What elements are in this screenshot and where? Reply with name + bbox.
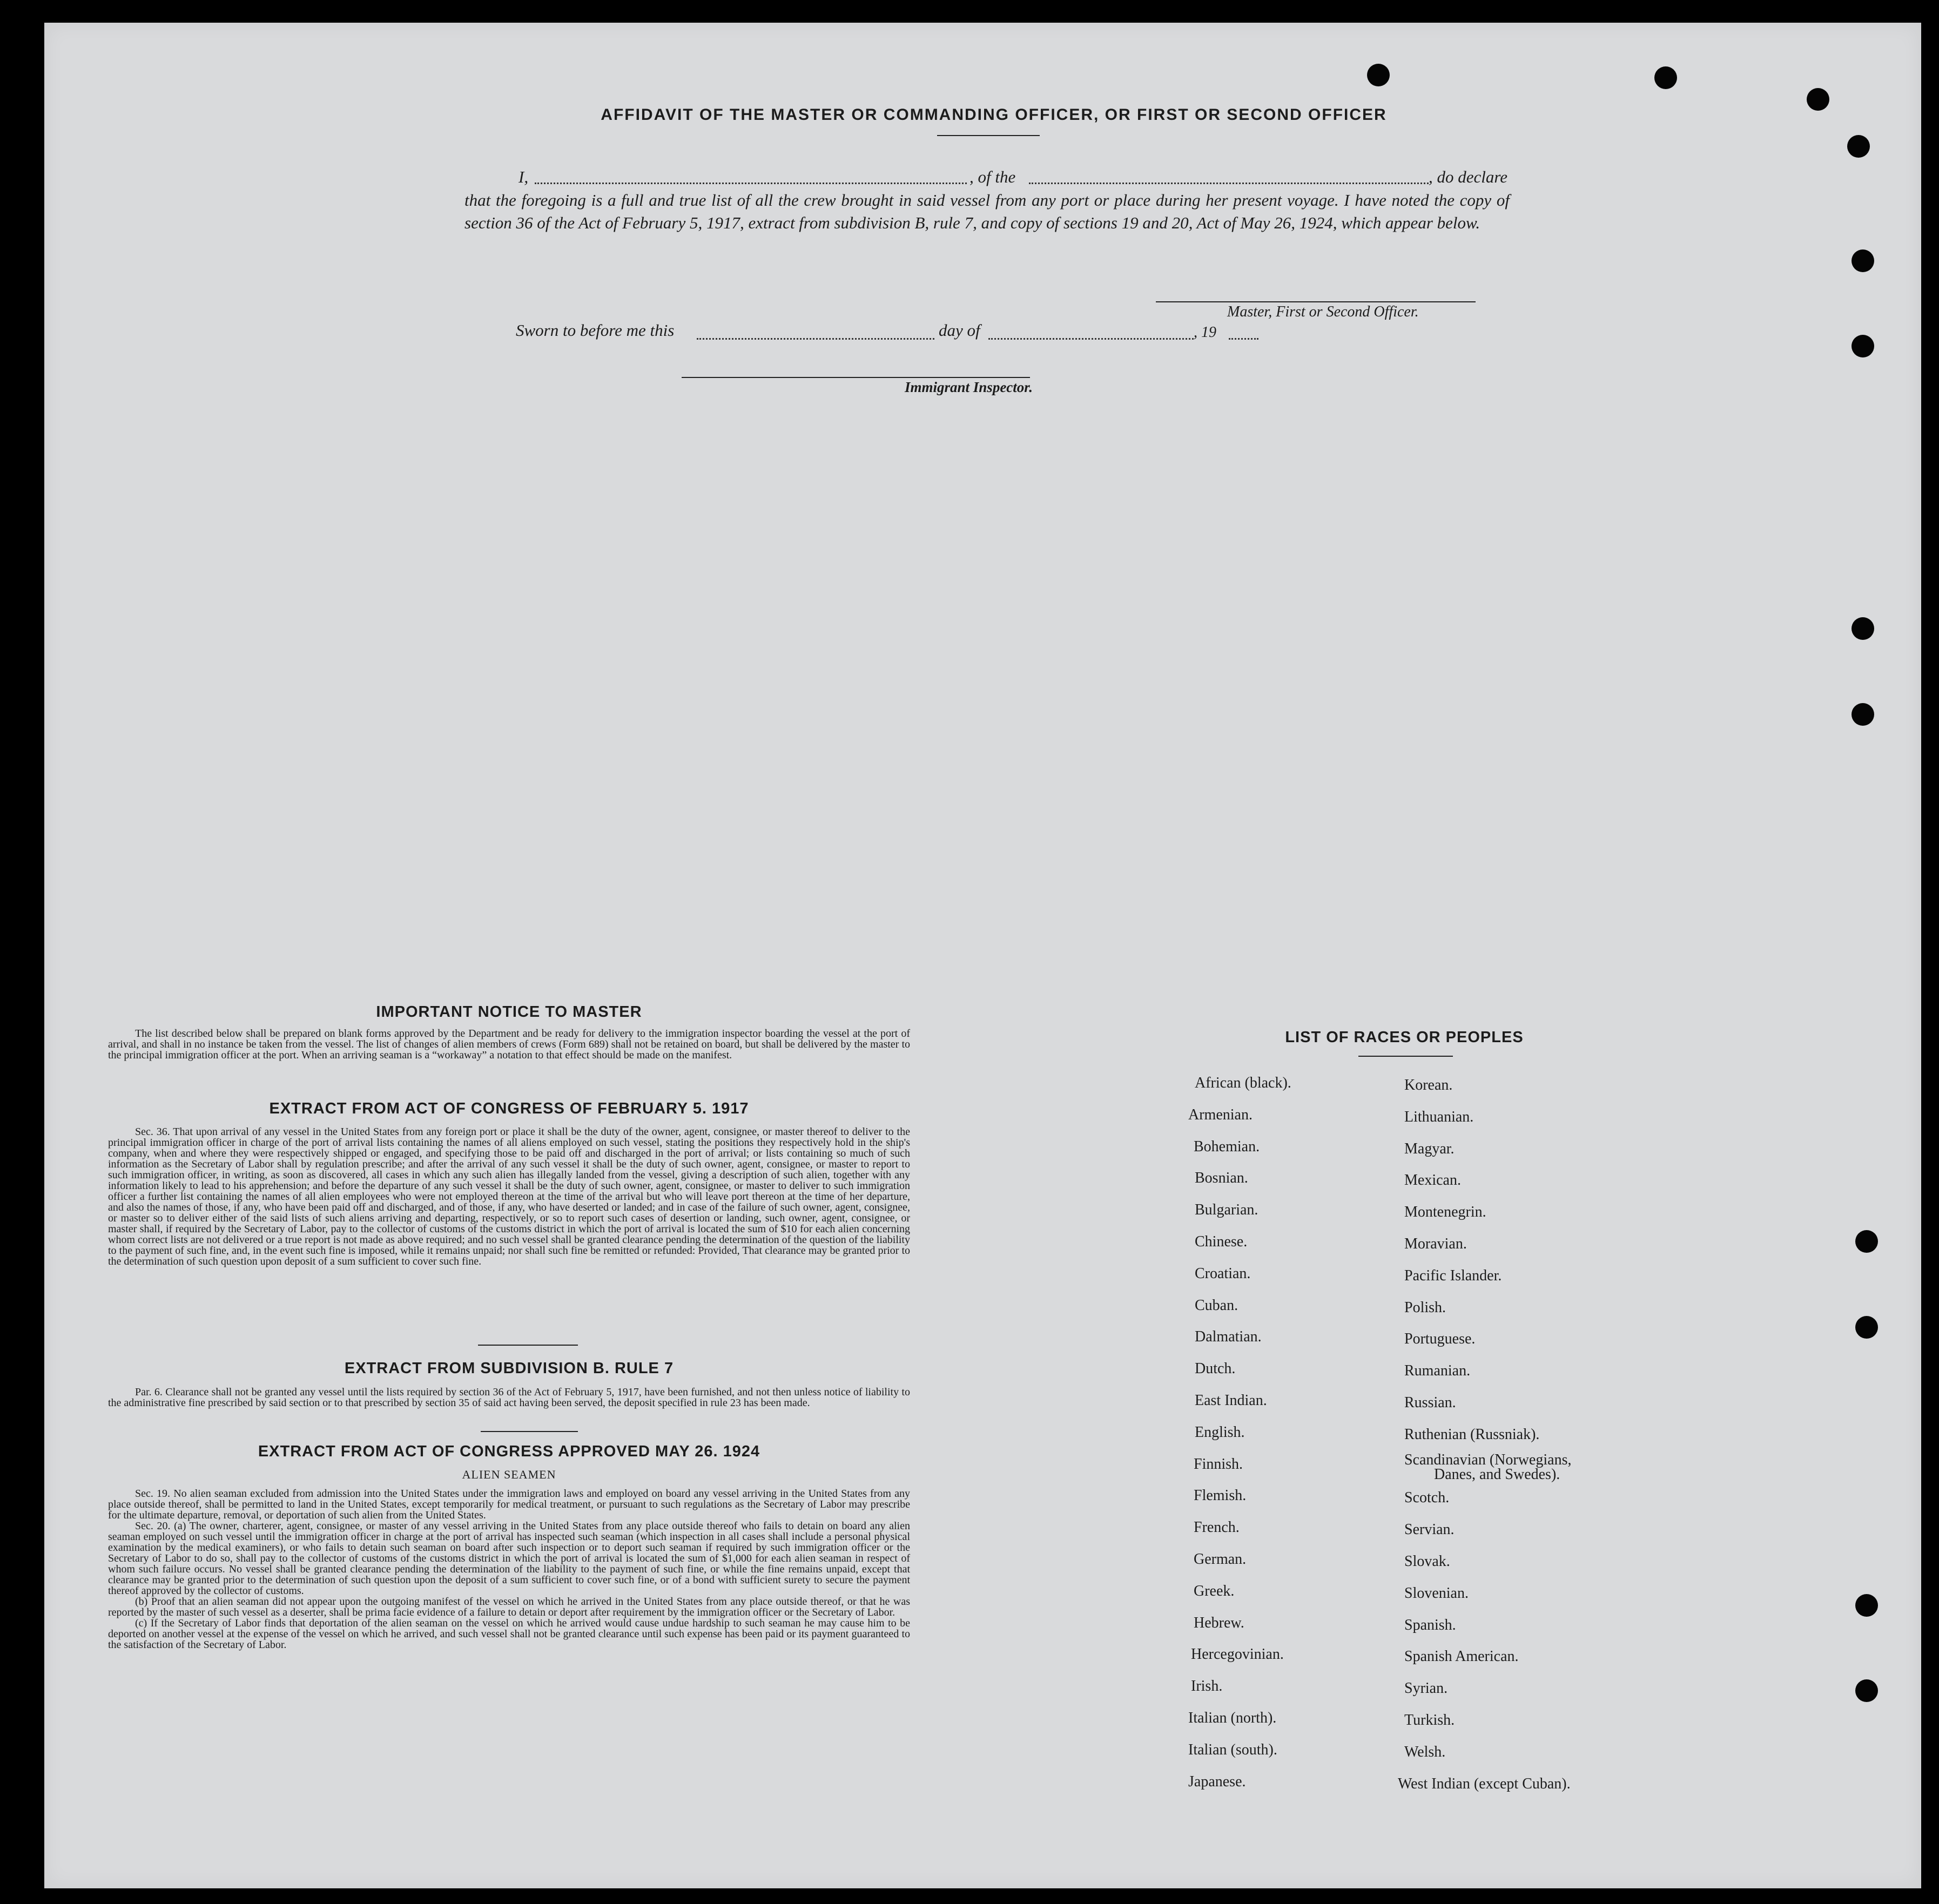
punch-hole — [1855, 1679, 1878, 1702]
heading-divider — [937, 135, 1040, 136]
punch-hole — [1654, 66, 1677, 89]
punch-hole — [1855, 1230, 1878, 1253]
race-item: Japanese. — [1188, 1773, 1246, 1790]
race-item: Montenegrin. — [1404, 1204, 1486, 1220]
race-item: Mexican. — [1404, 1172, 1461, 1189]
punch-hole — [1847, 135, 1870, 158]
extract-divider — [478, 1345, 578, 1346]
races-heading: LIST OF RACES OR PEOPLES — [1285, 1029, 1524, 1046]
race-item: Dalmatian. — [1195, 1328, 1262, 1345]
month-blank — [988, 338, 1194, 340]
race-item: Hercegovinian. — [1191, 1646, 1284, 1663]
vessel-blank — [1029, 183, 1429, 184]
race-item: Russian. — [1404, 1394, 1456, 1411]
extract-divider — [481, 1431, 578, 1432]
race-item: German. — [1194, 1551, 1247, 1568]
punch-hole — [1807, 88, 1829, 111]
inspector-label: Immigrant Inspector. — [905, 379, 1033, 395]
race-item: Scandinavian (Norwegians, — [1404, 1451, 1572, 1468]
section-20b-paragraph: (b) Proof that an alien seaman did not appear upon the outgoing manifest of the vessel on which he arrived in the United States from any place outside thereof, or that he was reported by the master of such vessel as a deserter, shall be prima facie evidence of a failure to detain or deport after requirement by the immigration officer or the Secretary of Labor. — [108, 1596, 910, 1618]
race-item: Finnish. — [1194, 1456, 1243, 1473]
section-36-paragraph: Sec. 36. That upon arrival of any vessel in the United States from any foreign port or place it shall be the duty of the owner, agent, consignee, or master thereof to deliver to the principal immigration officer in charge of the port of arrival lists containing the names of all aliens employed on such vessel, stating the positions they respectively hold in the ship's company, when and where they were respectively shipped or engaged, and specifying those to be paid off and discharged in the port of arrival; or lists containing so much of such information as the Secretary of Labor shall by regulation prescribe; and after the arrival of any such vessel it shall be the duty of such owner, agent, consignee, or master to report to such immigration officer, in writing, as soon as discovered, all cases in which any such alien has illegally landed from the vessel, giving a description of such alien, together with any information likely to lead to his apprehension; and before the departure of any such vessel it shall be the duty of such owner, agent, consignee, or master to deliver to such immigration officer a further list containing the names of all alien employees who were not employed thereon at the time of the arrival but who will leave port thereon at the time of her departure, and also the names of those, if any, who have been paid off and discharged, and of those, if any, who have deserted or landed; and in case of the failure of such owner, agent, consignee, or master so to deliver either of the said lists of such aliens arriving and departing, respectively, or so to report such cases of desertion or landing, such owner, agent, consignee, or master shall, if required by the Secretary of Labor, pay to the collector of customs of the customs district in which the port of arrival is located the sum of $10 for each alien concerning whom correct lists are not delivered or a true report is not made as above required; and no such vessel shall be granted clearance pending the determination of the question of the liability to the payment of such fine, and, in the event such fine is imposed, while it remains unpaid; nor shall such fine be remitted or refunded: Provided, That clearance may be granted prior to the determination of such question upon deposit of a sum sufficient to cover such fine. — [108, 1126, 910, 1267]
year-text: , 19 — [1194, 324, 1216, 341]
inspector-signature-line — [682, 377, 1030, 378]
year-blank — [1229, 338, 1258, 340]
punch-hole — [1852, 335, 1874, 357]
race-item: Magyar. — [1404, 1140, 1455, 1157]
race-item: Bulgarian. — [1195, 1201, 1258, 1218]
races-heading-divider — [1358, 1056, 1453, 1057]
race-item: Spanish. — [1404, 1617, 1456, 1633]
race-item: Cuban. — [1195, 1297, 1238, 1314]
race-scandinavian-continued: Danes, and Swedes). — [1434, 1466, 1560, 1483]
affidavit-line1-declare: , do declare — [1429, 167, 1508, 186]
race-item: East Indian. — [1195, 1392, 1267, 1409]
extract-rule7-text — [108, 1387, 910, 1408]
section-20c-paragraph: (c) If the Secretary of Labor finds that deportation of the alien seaman on the vessel on which he arrived would cause undue hardship to such seaman he may cause him to be deported on another vessel at the expense of the vessel on which he arrived, and such vessel shall not be granted clearance until such expense has been paid or its payment guaranteed to the satisfaction of the Secretary of Labor. — [108, 1617, 910, 1651]
sworn-day-blank — [697, 338, 934, 340]
race-item: Greek. — [1194, 1583, 1235, 1599]
name-blank — [535, 183, 967, 184]
race-item: Croatian. — [1195, 1265, 1251, 1282]
race-item: Slovenian. — [1404, 1585, 1469, 1602]
punch-hole — [1367, 64, 1390, 86]
notice-paragraph: The list described below shall be prepared on blank forms approved by the Department and be ready for delivery to the immigration inspector boarding the vessel at the port of arrival, and shall in no instance be taken from the vessel. The list of changes of alien members of crews (Form 689) shall not be retained on board, but shall be delivered by the master to the principal immigration officer at the port. When an arriving seaman is a “workaway” a notation to that effect should be made on the manifest. — [108, 1028, 910, 1061]
affidavit-heading: AFFIDAVIT OF THE MASTER OR COMMANDING OFFICER, OR FIRST OR SECOND OFFICER — [601, 106, 1387, 124]
race-item: Polish. — [1404, 1299, 1446, 1316]
punch-hole — [1852, 249, 1874, 272]
race-item: English. — [1195, 1424, 1245, 1441]
extract-1917-heading: EXTRACT FROM ACT OF CONGRESS OF FEBRUARY 5. 1917 — [269, 1100, 749, 1117]
section-20a-paragraph: Sec. 20. (a) The owner, charterer, agent, consignee, or master of any vessel arriving in the United States from any place outside thereof who fails to detain on board any alien seaman employed on such vessel until the immigration officer in charge at the port of arrival has inspected such seaman (which inspection in all cases shall include a personal physical examination by the medical examiners), or who fails to detain such seaman on board after such inspection or to deport such seaman if required by such immigration officer or the Secretary of Labor to do so, shall pay to the collector of customs of the customs district in which the port of arrival is located the sum of $1,000 for each alien seaman in respect of whom such failure occurs. No vessel shall be granted clearance pending the determination of the liability to the payment of such fine, or while the fine remains unpaid, except that clearance may be granted prior to the determination of such question upon the deposit of a sum sufficient to cover such fine, or of a bond with sufficient surety to secure the payment thereof approved by the collector of customs. — [108, 1520, 910, 1597]
race-item: Welsh. — [1404, 1744, 1446, 1760]
race-item: French. — [1194, 1519, 1240, 1536]
race-item: Portuguese. — [1404, 1331, 1476, 1347]
race-item: Armenian. — [1188, 1106, 1253, 1123]
race-item: Korean. — [1404, 1077, 1453, 1093]
affidavit-body: that the foregoing is a full and true list of all the crew brought in said vessel from any port or place during her present voyage. I have noted the copy of section 36 of the Act of February 5, 1917, extract from subdivision B, rule 7, and copy of sections 19 and 20, Act of May 26, 1924, which appear below. — [464, 191, 1510, 232]
race-item: Syrian. — [1404, 1680, 1448, 1697]
extract-rule7-heading: EXTRACT FROM SUBDIVISION B. RULE 7 — [344, 1360, 674, 1377]
race-item: Italian (north). — [1188, 1710, 1277, 1726]
day-of-text: day of — [939, 321, 980, 340]
punch-hole — [1852, 617, 1874, 640]
par-6-paragraph: Par. 6. Clearance shall not be granted any vessel until the lists required by section 36 of the Act of February 5, 1917, have been furnished, and not then unless notice of liability to the administrative fine prescribed by said section or to that prescribed by section 35 of said act having been served, the deposit specified in rule 23 has been made. — [108, 1386, 910, 1409]
sworn-text: Sworn to before me this — [516, 321, 675, 340]
notice-text — [108, 1028, 910, 1061]
race-item: Turkish. — [1404, 1712, 1455, 1729]
race-item: Lithuanian. — [1404, 1109, 1474, 1125]
race-item: Chinese. — [1195, 1233, 1248, 1250]
race-item: Flemish. — [1194, 1487, 1247, 1504]
extract-1917-text — [108, 1126, 910, 1267]
race-item: Slovak. — [1404, 1553, 1450, 1570]
master-signature-line — [1156, 301, 1476, 302]
race-item: Spanish American. — [1404, 1648, 1519, 1665]
punch-hole — [1852, 703, 1874, 726]
race-item: Irish. — [1191, 1678, 1223, 1694]
extract-1924-text — [108, 1488, 910, 1650]
race-item: Bohemian. — [1194, 1138, 1260, 1155]
alien-seamen-subheading: ALIEN SEAMEN — [462, 1468, 556, 1481]
race-item: Rumanian. — [1404, 1362, 1471, 1379]
race-item: Servian. — [1404, 1521, 1455, 1538]
race-item: Pacific Islander. — [1404, 1267, 1502, 1284]
race-item: Scotch. — [1404, 1489, 1450, 1506]
race-item: Italian (south). — [1188, 1741, 1277, 1758]
extract-1924-heading: EXTRACT FROM ACT OF CONGRESS APPROVED MAY 26. 1924 — [258, 1443, 760, 1460]
race-item: Dutch. — [1195, 1360, 1236, 1377]
race-item: Ruthenian (Russniak). — [1404, 1426, 1540, 1443]
race-item: Hebrew. — [1194, 1615, 1244, 1631]
punch-hole — [1855, 1316, 1878, 1339]
race-item: West Indian (except Cuban). — [1398, 1775, 1571, 1792]
punch-hole — [1855, 1594, 1878, 1617]
race-item: African (black). — [1195, 1075, 1291, 1091]
race-item: Bosnian. — [1195, 1170, 1248, 1186]
affidavit-line1-i: I, — [519, 167, 529, 186]
notice-heading: IMPORTANT NOTICE TO MASTER — [376, 1003, 642, 1021]
race-item: Moravian. — [1404, 1235, 1467, 1252]
section-19-paragraph: Sec. 19. No alien seaman excluded from admission into the United States under the immigration laws and employed on board any vessel arriving in the United States from any place outside thereof, shall be permitted to land in the United States, except temporarily for medical treatment, or pursuant to such regulations as the Secretary of Labor may prescribe for the ultimate departure, removal, or deportation of such alien from the United States. — [108, 1488, 910, 1521]
affidavit-line1-of: , of the — [970, 167, 1016, 186]
master-signature-label: Master, First or Second Officer. — [1227, 303, 1419, 320]
